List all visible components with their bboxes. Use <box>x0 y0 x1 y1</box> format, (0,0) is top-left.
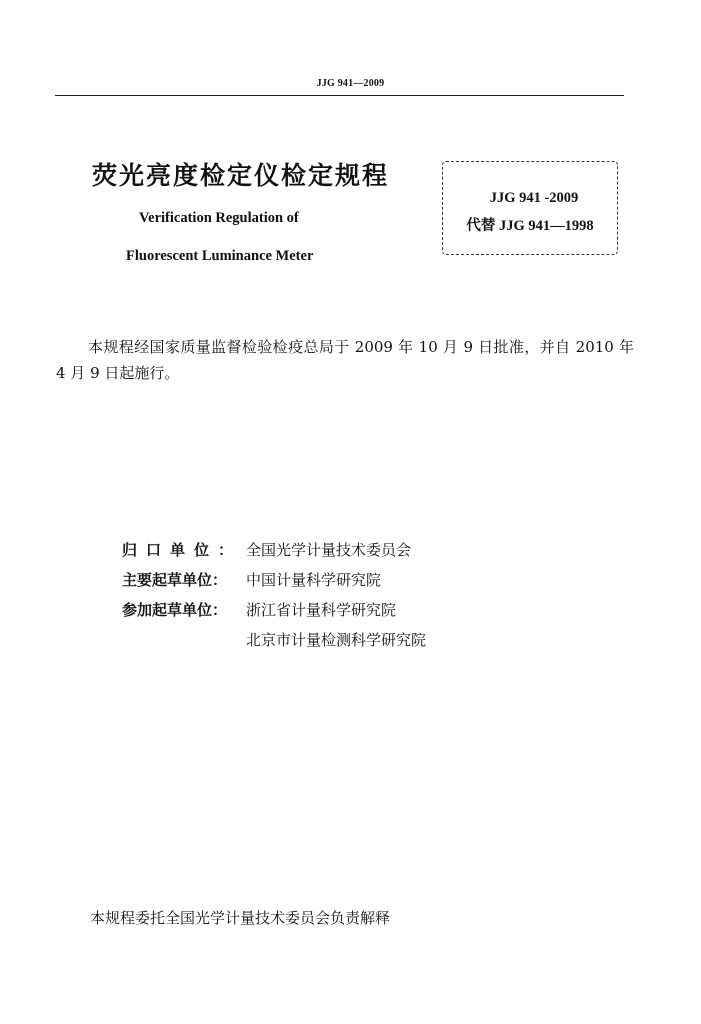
standard-code-box <box>442 161 618 255</box>
footer-note: 本规程委托全国光学计量技术委员会负责解释 <box>90 909 391 927</box>
organizations-table <box>122 534 426 654</box>
approval-notice: 本规程经国家质量监督检验检疫总局于 2009 年 10 月 9 日批准，并自 2010 年 4 月 9 日起施行。 <box>56 338 634 382</box>
responsible-unit-value: 全国光学计量技术委员会 <box>246 540 412 559</box>
main-drafting-unit-value: 中国计量科学研究院 <box>246 570 382 589</box>
participating-unit-label: 参加起草单位： <box>122 600 228 619</box>
standard-code: JJG 941 -2009 <box>489 190 579 206</box>
header-rule <box>55 95 624 96</box>
organization-row <box>122 624 426 654</box>
title-chinese: 荧光亮度检定仪检定规程 <box>92 161 390 190</box>
title-english-line1: Verification Regulation of <box>139 210 299 226</box>
responsible-unit-label: 归口单位： <box>122 540 243 559</box>
organization-row <box>122 564 426 594</box>
empty-label-cell <box>122 624 244 654</box>
title-english-line2: Fluorescent Luminance Meter <box>126 248 314 264</box>
main-drafting-unit-label: 主要起草单位： <box>122 570 228 589</box>
header-standard-code: JJG 941—2009 <box>316 78 385 89</box>
organization-row <box>122 594 426 624</box>
organization-row <box>122 534 426 564</box>
replaces-code: 代替 JJG 941—1998 <box>466 218 594 234</box>
participating-unit-value-1: 浙江省计量科学研究院 <box>246 600 397 619</box>
participating-unit-value-2: 北京市计量检测科学研究院 <box>246 630 427 649</box>
